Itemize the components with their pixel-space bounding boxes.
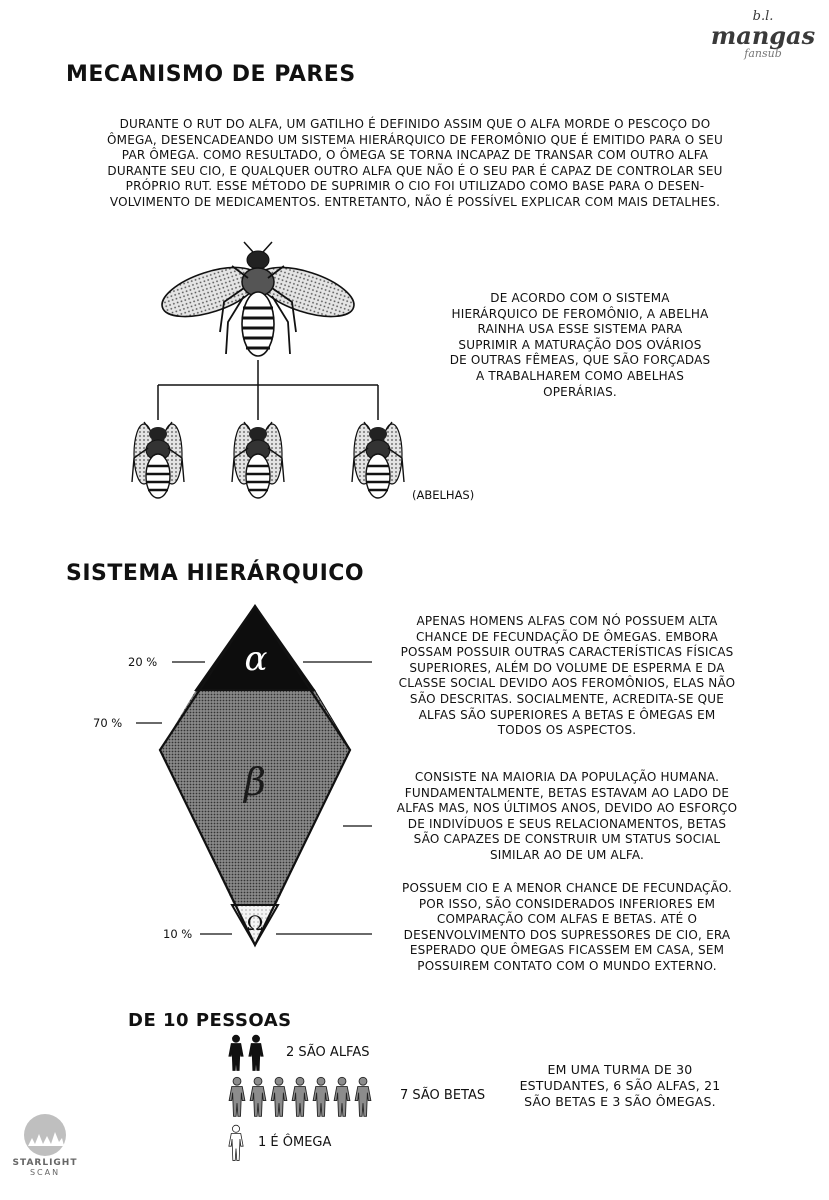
beta-line: SIMILAR AO DE UM ALFA.	[489, 847, 645, 862]
omega-person-icon	[228, 1124, 244, 1162]
starlight-moon-icon	[22, 1112, 68, 1158]
bee-note-line: DE OUTRAS FÊMEAS, QUE SÃO FORÇADAS	[449, 353, 711, 368]
section-title-mecanismo: MECANISMO DE PARES	[66, 62, 356, 87]
logo-main: mangas	[710, 21, 816, 50]
pct-alpha-label: 20 %	[128, 655, 158, 669]
alpha-person-icon	[228, 1034, 244, 1072]
bee-connector-lines	[158, 360, 378, 420]
section-title-sistema: SISTEMA HIERÁRQUICO	[66, 561, 365, 586]
beta-person-icon	[270, 1076, 288, 1118]
logo-bottom: fansub	[744, 47, 782, 60]
intro-line: PRÓPRIO RUT. ESSE MÉTODO DE SUPRIMIR O CIO FOI UTILIZADO COMO BASE PARA O DESEN-	[125, 179, 705, 194]
class-note-line: EM UMA TURMA DE 30	[547, 1062, 693, 1077]
intro-line: VOLVIMENTO DE MEDICAMENTOS. ENTRETANTO, NÃO É POSSÍVEL EXPLICAR COM MAIS DETALHES.	[109, 194, 721, 209]
intro-line: ÔMEGA, DESENCADEANDO UM SISTEMA HIERÁRQUICO DE FEROMÔNIO QUE É EMITIDO PARA O SEU	[107, 132, 723, 147]
beta-line: FUNDAMENTALMENTE, BETAS ESTAVAM AO LADO DE	[404, 785, 730, 800]
fansub-logo	[708, 10, 818, 70]
alpha-people-row	[228, 1034, 264, 1072]
bee-hierarchy-diagram	[100, 240, 420, 520]
beta-person-icon	[249, 1076, 267, 1118]
worker-bee-icon	[132, 422, 184, 498]
alpha-line: SUPERIORES, ALÉM DO VOLUME DE ESPERMA E DA	[409, 660, 725, 675]
alpha-line: APENAS HOMENS ALFAS COM NÓ POSSUEM ALTA	[416, 614, 718, 628]
queen-bee-icon	[156, 242, 359, 356]
worker-bee-icon	[352, 422, 404, 498]
credit-line-1: STARLIGHT	[12, 1158, 78, 1168]
bee-note-line: RAINHA USA ESSE SISTEMA PARA	[477, 322, 683, 337]
logo-top: b.l.	[752, 9, 774, 24]
alpha-line: SÃO DESCRITAS. SOCIALMENTE, ACREDITA-SE QUE	[409, 691, 725, 706]
bee-note-line: HIERÁRQUICO DE FEROMÔNIO, A ABELHA	[451, 306, 709, 321]
omega-line: DESENVOLVIMENTO DOS SUPRESSORES DE CIO, ERA	[403, 927, 731, 942]
class-note-line: ESTUDANTES, 6 SÃO ALFAS, 21	[519, 1078, 721, 1093]
bee-caption: (ABELHAS)	[412, 488, 475, 502]
bee-note-line: SUPRIMIR A MATURAÇÃO DOS OVÁRIOS	[458, 337, 702, 352]
credit-logo	[12, 1158, 78, 1177]
worker-bee-icon	[232, 422, 284, 498]
intro-line: PAR ÔMEGA. COMO RESULTADO, O ÔMEGA SE TORNA INCAPAZ DE TRANSAR COM OUTRO ALFA	[121, 148, 709, 163]
beta-person-icon	[354, 1076, 372, 1118]
omega-line: ESPERADO QUE ÔMEGAS FICASSEM EM CASA, SEM	[409, 943, 725, 958]
beta-people-row	[228, 1076, 372, 1120]
beta-symbol: β	[244, 760, 266, 804]
intro-paragraph	[50, 117, 780, 211]
bee-note-line: DE ACORDO COM O SISTEMA	[490, 291, 670, 305]
class-note	[500, 1062, 740, 1110]
alpha-line: ALFAS SÃO SUPERIORES A BETAS E ÔMEGAS EM	[418, 707, 716, 722]
omega-description	[377, 881, 757, 975]
alphas-count-label: 2 SÃO ALFAS	[286, 1045, 370, 1060]
alpha-line: CLASSE SOCIAL DEVIDO AOS FEROMÔNIOS, ELAS NÃO	[398, 676, 736, 691]
omega-people-row	[228, 1124, 244, 1164]
intro-line: DURANTE SEU CIO, E QUALQUER OUTRO ALFA QUE NÃO É O SEU PAR É CAPAZ DE CONTROLAR SEU	[107, 163, 723, 178]
beta-person-icon	[291, 1076, 309, 1118]
credit-line-2: SCAN	[29, 1168, 61, 1177]
omega-line: COMPARAÇÃO COM ALFAS E BETAS. ATÉ O	[436, 912, 698, 927]
beta-person-icon	[333, 1076, 351, 1118]
pct-beta-label: 70 %	[93, 716, 123, 730]
bee-note	[420, 291, 740, 400]
beta-person-icon	[312, 1076, 330, 1118]
alpha-person-icon	[248, 1034, 264, 1072]
beta-line: ALFAS MAS, NOS ÚLTIMOS ANOS, DEVIDO AO ESFORÇO	[396, 801, 738, 816]
alpha-line: POSSAM POSSUIR OUTRAS CARACTERÍSTICAS FÍSICAS	[400, 645, 734, 660]
beta-line: DE INDIVÍDUOS E SEUS RELACIONAMENTOS, BETAS	[407, 816, 727, 831]
beta-description	[377, 770, 757, 864]
bee-note-line: A TRABALHAREM COMO ABELHAS	[475, 368, 685, 383]
omega-line: POSSUIREM CONTATO COM O MUNDO EXTERNO.	[417, 958, 717, 973]
alpha-line: CHANCE DE FECUNDAÇÃO DE ÔMEGAS. EMBORA	[415, 629, 719, 644]
omega-line: POSSUEM CIO E A MENOR CHANCE DE FECUNDAÇÃO.	[402, 881, 732, 895]
bee-note-line: OPERÁRIAS.	[543, 384, 617, 399]
section-title-pessoas: DE 10 PESSOAS	[128, 1010, 292, 1031]
omegas-count-label: 1 É ÔMEGA	[258, 1135, 332, 1150]
alpha-symbol: α	[244, 639, 268, 679]
alpha-description	[377, 614, 757, 739]
alpha-line: TODOS OS ASPECTOS.	[497, 723, 637, 738]
beta-person-icon	[228, 1076, 246, 1118]
betas-count-label: 7 SÃO BETAS	[400, 1088, 486, 1103]
intro-line: DURANTE O RUT DO ALFA, UM GATILHO É DEFINIDO ASSIM QUE O ALFA MORDE O PESCOÇO DO	[119, 117, 711, 131]
omega-line: POR ISSO, SÃO CONSIDERADOS INFERIORES EM	[418, 896, 716, 911]
pct-omega-label: 10 %	[163, 927, 193, 941]
beta-line: SÃO CAPAZES DE CONSTRUIR UM STATUS SOCIAL	[413, 832, 721, 847]
hierarchy-diamond-diagram	[0, 600, 400, 960]
class-note-line: SÃO BETAS E 3 SÃO ÔMEGAS.	[524, 1094, 716, 1109]
beta-line: CONSISTE NA MAIORIA DA POPULAÇÃO HUMANA.	[414, 770, 720, 784]
omega-symbol: Ω	[246, 911, 264, 935]
